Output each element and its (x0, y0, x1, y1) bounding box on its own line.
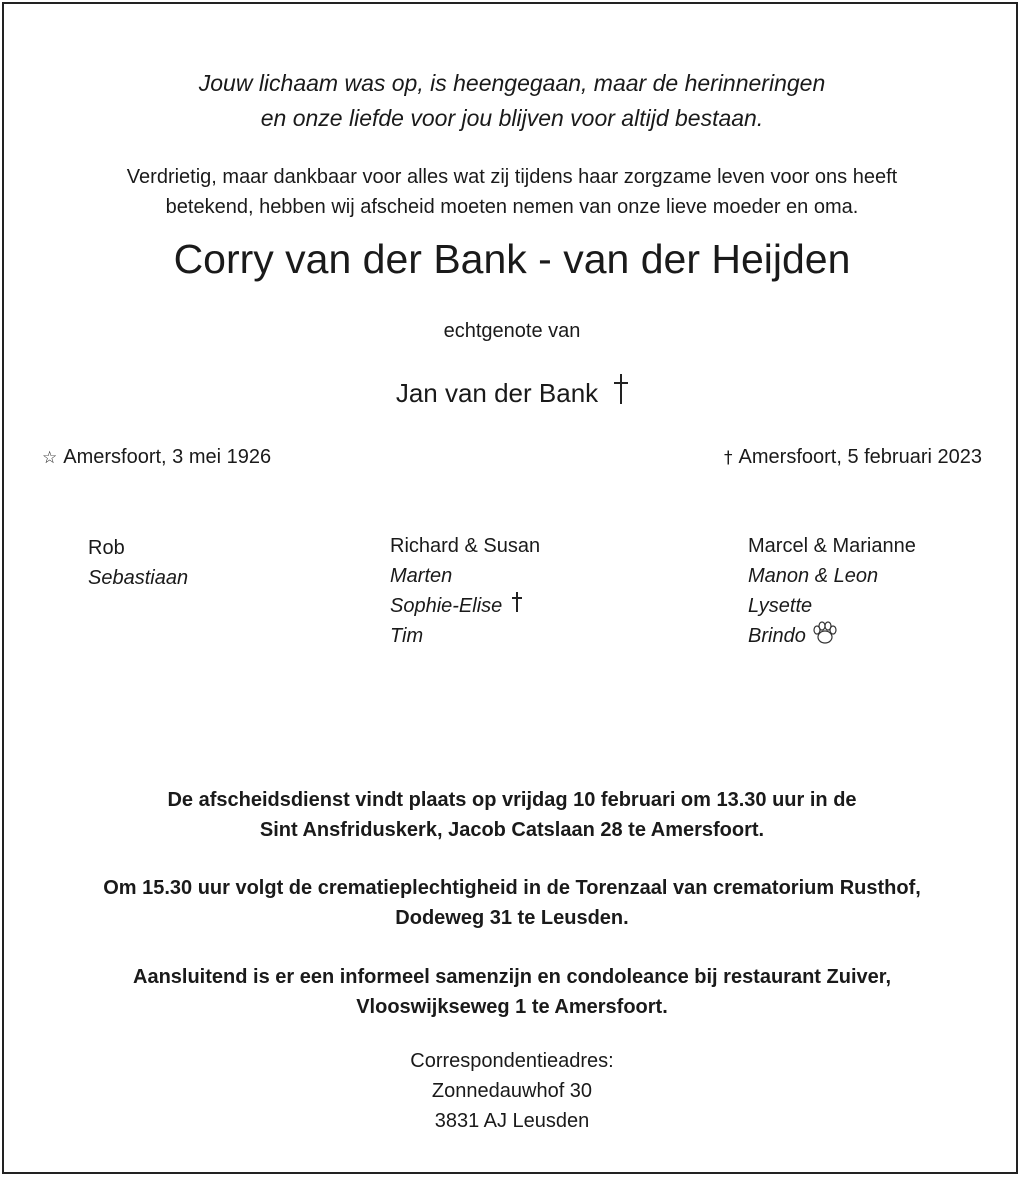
address-label: Correspondentieadres: (410, 1050, 614, 1072)
service-paragraph-1 (0, 785, 1024, 845)
family-child: Tim (390, 625, 424, 647)
cross-icon (614, 374, 628, 404)
spouse-line (0, 374, 1024, 410)
service-paragraph-2 (0, 873, 1024, 933)
family-child-with-cross (390, 591, 540, 621)
service-paragraph-3 (0, 962, 1024, 1022)
family-child-name: Sophie-Elise (390, 595, 503, 617)
family-child-with-paw (748, 621, 916, 651)
paw-print-icon (812, 621, 838, 645)
spouse-name: Jan van der Bank (395, 378, 599, 408)
death-date (724, 444, 982, 471)
address-city: 3831 AJ Leusden (434, 1110, 590, 1132)
family-group-richard (390, 531, 540, 651)
correspondence-address (0, 1046, 1024, 1136)
family-group-marcel (748, 531, 916, 651)
family-group-rob (88, 533, 188, 593)
family-child: Manon & Leon (748, 565, 879, 587)
family-parents: Richard & Susan (390, 535, 541, 557)
family-parents: Rob (88, 537, 125, 559)
poem (0, 66, 1024, 136)
deceased-name: Corry van der Bank - van der Heijden (173, 236, 851, 282)
service-line: De afscheidsdienst vindt plaats op vrijdag 10 februari om 13.30 uur in de (167, 789, 857, 811)
star-icon: ☆ (42, 448, 58, 468)
family-child: Lysette (748, 595, 813, 617)
cross-icon (512, 592, 522, 612)
intro-line-1: Verdrietig, maar dankbaar voor alles wat zij tijdens haar zorgzame leven voor ons heeft (126, 166, 898, 188)
intro-line-2: betekend, hebben wij afscheid moeten nemen van onze lieve moeder en oma. (165, 196, 859, 218)
family-child: Marten (390, 565, 453, 587)
service-line: Om 15.30 uur volgt de crematieplechtigheid in de Torenzaal van crematorium Rusthof, (103, 877, 921, 899)
death-text: Amersfoort, 5 februari 2023 (738, 446, 982, 468)
family-parents: Marcel & Marianne (748, 535, 916, 557)
birth-text: Amersfoort, 3 mei 1926 (63, 446, 272, 468)
spouse-label: echtgenote van (443, 320, 581, 342)
service-line: Aansluitend is er een informeel samenzijn en condoleance bij restaurant Zuiver, (133, 966, 891, 988)
poem-line-2: en onze liefde voor jou blijven voor altijd bestaan. (260, 105, 764, 131)
service-line: Sint Ansfriduskerk, Jacob Catslaan 28 te Amersfoort. (259, 819, 765, 841)
address-street: Zonnedauwhof 30 (431, 1080, 593, 1102)
service-line: Dodeweg 31 te Leusden. (395, 907, 629, 929)
intro-text (0, 162, 1024, 222)
family-child: Sebastiaan (88, 567, 189, 589)
dagger-icon: † (724, 448, 733, 468)
birth-date (42, 444, 271, 471)
service-line: Vlooswijkseweg 1 te Amersfoort. (356, 996, 668, 1018)
poem-line-1: Jouw lichaam was op, is heengegaan, maar de herinneringen (198, 70, 826, 96)
family-child-name: Brindo (748, 625, 806, 647)
